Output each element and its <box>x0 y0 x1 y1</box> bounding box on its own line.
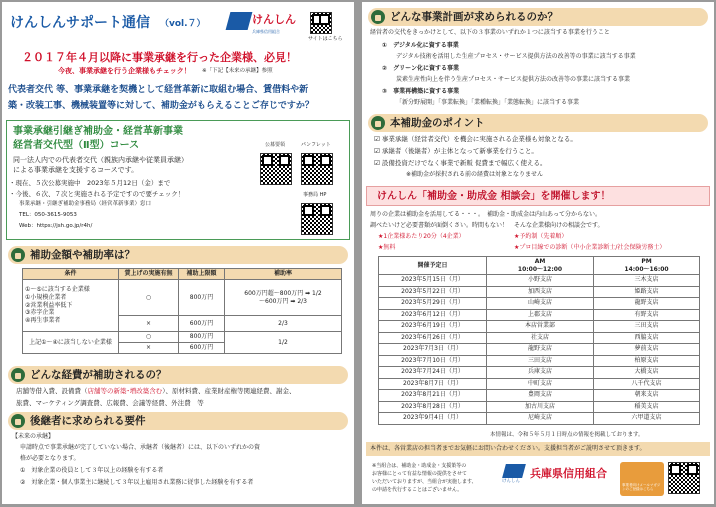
limit-2: 600万円 <box>179 316 225 332</box>
qr-office-label: 事務局 HP <box>303 192 327 198</box>
feature-expert: ★プロ目線での診断（中小企業診断士/社会保険労務士） <box>514 244 666 251</box>
schedule-pm-branch: 夢前支店 <box>594 344 700 356</box>
footnote-2: お客様にとって有益な情報の提供をさせて <box>372 471 467 477</box>
pamphlet-qr-code[interactable] <box>301 153 333 185</box>
section-plan-header: どんな事業計画が求められるのか？ <box>368 8 708 26</box>
schedule-row <box>379 298 700 310</box>
course-desc-2: による事業承継を支援するコースです。 <box>13 166 139 174</box>
th-limit: 補助上限額 <box>179 269 225 280</box>
schedule-date: 2023年5月15日（月） <box>379 275 487 287</box>
person-icon <box>371 116 385 130</box>
req-item-2: ② 対象企業・個人事業主に継続して３年以上雇用され業務に従事した経験を有する者 <box>20 479 254 486</box>
schedule-date: 2023年5月22日（月） <box>379 286 487 298</box>
contact-web: Web：https://jsh.go.jp/r4h/ <box>19 223 93 229</box>
schedule-pm-branch: 稲美支店 <box>594 401 700 413</box>
person-icon <box>11 368 25 382</box>
schedule-pm-branch: 柏原支店 <box>594 355 700 367</box>
org-name: 兵庫県信用組合 <box>530 467 607 480</box>
schedule-row <box>379 275 700 287</box>
contact-office: 事業承継・引継ぎ補助金事務局（経営革新事業）窓口 <box>19 201 152 207</box>
req-item-1: ① 対象企業の役員として３年以上の経験を有する者 <box>20 467 164 474</box>
th-am: AM 10:00～12:00 <box>487 257 594 275</box>
mail-magazine-qr-code[interactable] <box>668 462 700 494</box>
intro-line-1: 代表者交代 等、事業承継を契機として経営革新に取組む場合、賃借料や新 <box>8 85 309 95</box>
plan-item-2-desc: 炭素生産性向上を伴う生産プロセス・サービス提供方法の改善等の事業に該当する事業 <box>396 76 631 83</box>
course-desc-1: 同一法人内での代表者交代（親族内承継や従業員承継） <box>13 156 188 164</box>
course-title-2: 経営者交代型（Ⅱ型）コース <box>13 140 140 151</box>
person-icon <box>11 414 25 428</box>
plan-item-2: ② グリーン化に資する事業 <box>382 65 459 72</box>
schedule-am-branch: 加古川支店 <box>487 401 594 413</box>
cond-group-2: 上記①～④に該当しない企業様 <box>23 332 119 354</box>
schedule-row <box>379 332 700 344</box>
plan-intro: 経営者の交代をきっかけとして、以下の３事業のいずれか１つに該当する事業を行うこと <box>370 29 610 36</box>
intro-block <box>6 80 350 116</box>
cond-group-1: ①～⑤に該当する企業様 ①小規模企業者 ②営業利益率低下 ③赤字企業 ④再生事業者 <box>23 280 119 332</box>
rate-3: 1/2 <box>225 332 342 354</box>
schedule-date: 2023年8月21日（月） <box>379 390 487 402</box>
schedule-date: 2023年9月4日（月） <box>379 413 487 425</box>
person-icon <box>371 10 385 24</box>
limit-1: 800万円 <box>179 280 225 316</box>
expenses-line-2: 旅費、マーケティング調査費、広報費、会議等経費、外注費 等 <box>16 399 204 407</box>
schedule-am-branch: 兵庫支店 <box>487 367 594 379</box>
schedule-pm-branch: 八千代支店 <box>594 378 700 390</box>
schedule-pm-branch: 龍野支店 <box>594 298 700 310</box>
qr-pamphlet-label: パンフレット <box>301 142 331 148</box>
rate-2: 2/3 <box>225 316 342 332</box>
contact-tel: TEL：050-3615-9053 <box>19 212 77 218</box>
schedule-am-branch: 上郡支店 <box>487 309 594 321</box>
point-3: ☑ 設備投資だけでなく事業で新販 促費まで幅広く使える。 <box>374 159 547 167</box>
footer-logo-text: けんしん <box>502 479 520 484</box>
headline-note: ※「下記【未来の承継】参照 <box>202 68 273 74</box>
schedule-row <box>379 390 700 402</box>
schedule-table <box>378 256 700 425</box>
schedule-date: 2023年8月7日（月） <box>379 378 487 390</box>
logo-subtext: 兵庫県信用組合 <box>252 29 280 34</box>
logo-text: けんしん <box>252 13 296 26</box>
schedule-row <box>379 309 700 321</box>
footnote-1: ※当組合は、補助金・助成金・支援策等の <box>372 463 467 469</box>
consult-intro-2: 調べたいけど必要書類が面倒くさい。時間もない！ そんな企業様向けの相談会です。 <box>370 222 604 229</box>
plan-item-1: ① デジタル化に資する事業 <box>382 42 459 49</box>
wage-yes: ○ <box>119 280 179 316</box>
schedule-am-branch: 社支店 <box>487 332 594 344</box>
req-line-2: 格が必要となります。 <box>20 455 80 462</box>
schedule-date: 2023年7月10日（月） <box>379 355 487 367</box>
left-page <box>2 2 354 504</box>
limit-4: 600万円 <box>179 343 225 354</box>
office-qr-code[interactable] <box>301 203 333 235</box>
schedule-row <box>379 367 700 379</box>
schedule-pm-branch: 有野支店 <box>594 309 700 321</box>
kenshin-logo <box>228 10 296 40</box>
consultation-banner <box>366 186 710 206</box>
schedule-am-branch: 中町支店 <box>487 378 594 390</box>
qr-caption: サイトはこちら <box>308 36 343 42</box>
contact-bar <box>366 442 710 456</box>
rate-1: 600万円超～800万円 ➡ 1/2 ～600万円 ➡ 2/3 <box>225 280 342 316</box>
schedule-body <box>379 275 700 425</box>
feature-duration: ★1企業様あたり20分（4企業） <box>378 233 465 240</box>
schedule-am-branch: 小野支店 <box>487 275 594 287</box>
contact-text: 本件は、各営業店の担当者までお気軽にお問い合わせください。支援担当者がご説明させて頂きます。 <box>370 445 646 452</box>
th-rate: 補助率 <box>225 269 342 280</box>
banner-text: けんしん「補助金・助成金 相談会」を開催します！ <box>377 191 611 202</box>
schedule-row <box>379 355 700 367</box>
qr-guideline-label: 公募要領 <box>265 142 286 148</box>
schedule-date: 2023年7月3日（月） <box>379 344 487 356</box>
guideline-qr-code[interactable] <box>260 153 292 185</box>
schedule-row <box>379 378 700 390</box>
schedule-am-branch: 三田支店 <box>487 355 594 367</box>
schedule-pm-branch: 西脇支店 <box>594 332 700 344</box>
schedule-date: 2023年6月19日（月） <box>379 321 487 333</box>
logo-mark-icon <box>226 12 253 30</box>
schedule-row <box>379 321 700 333</box>
footnote-4: の申請を代行することはございません。 <box>372 487 463 493</box>
mail-magazine-badge[interactable]: 事業者向けメールマガジンのご登録はこちら <box>620 462 664 496</box>
schedule-pm-branch: 六甲道支店 <box>594 413 700 425</box>
footnote-3: いただいておりますが、当組合が実施します、 <box>372 479 477 485</box>
expenses-line-1: 店舗等借入費、設備費（店舗等の新築･増改築含む）、原材料費、産業財産権等関連経費、謝金、 <box>16 387 296 395</box>
subsidy-course-box <box>6 120 350 240</box>
feature-reservation: ★予約制（先着順） <box>514 233 568 240</box>
point-1: ☑ 事業承継（経営者交代）を機会に実施される企業様も対象となる。 <box>374 135 577 143</box>
schedule-row <box>379 401 700 413</box>
schedule-pm-branch: 朝来支店 <box>594 390 700 402</box>
plan-item-1-desc: デジタル技術を活用した生産プロセス・サービス提供方法の改善等の事業に該当する事業 <box>396 53 636 60</box>
th-date: 開催予定日 <box>379 257 487 275</box>
schedule-pm-branch: 三田支店 <box>594 321 700 333</box>
schedule-date: 2023年6月12日（月） <box>379 309 487 321</box>
th-condition: 条件 <box>23 269 119 280</box>
schedule-am-branch: 尼崎支店 <box>487 413 594 425</box>
person-icon <box>11 248 25 262</box>
section-requirements-header: 後継者に求められる要件 <box>8 412 348 430</box>
schedule-pm-branch: 三木支店 <box>594 275 700 287</box>
th-pm: PM 14:00～16:00 <box>594 257 700 275</box>
schedule-row <box>379 286 700 298</box>
consult-intro-1: 周りの企業は補助金を活用してる・・・。 補助金・助成金は内山あって分からない。 <box>370 211 601 218</box>
newsletter-title: けんしんサポート通信 <box>10 15 150 31</box>
plan-item-3-desc: 「新分野展開」「事業転換」「業種転換」「業態転換」に該当する事業 <box>396 99 580 106</box>
schedule-am-branch: 山崎支店 <box>487 298 594 310</box>
schedule-am-branch: 豊岡支店 <box>487 390 594 402</box>
schedule-pm-branch: 姫路支店 <box>594 286 700 298</box>
subsidy-rate-table: 条件 賃上げの実施有無 補助上限額 補助率 ①～⑤に該当する企業様 ①小規模企業者 ②営業利益率低下 ③赤字企業 ④再生事業者 ○ 800万円 600万円超～800万円 ➡ 1/2 ～600万円 ➡ 2/3 × 600万円 2/3 上記①～④に該当しない企業様 ○ 800万円 1/2 × 600万円 <box>22 268 342 354</box>
feature-free: ★無料 <box>378 244 396 251</box>
req-line-1: 申請時点で事業承継が完了していない場合、承継者（後継者）には、以下のいずれかの資 <box>20 444 261 451</box>
wage-no: × <box>119 316 179 332</box>
point-2: ☑ 承継者（後継者）が主体となって新事業を行うこと。 <box>374 147 538 155</box>
schedule-date: 2023年8月28日（月） <box>379 401 487 413</box>
schedule-date: 2023年7月24日（月） <box>379 367 487 379</box>
schedule-am-branch: 加西支店 <box>487 286 594 298</box>
plan-item-3: ③ 事業再構築に資する事業 <box>382 88 460 95</box>
schedule-date: 2023年6月26日（月） <box>379 332 487 344</box>
limit-3: 800万円 <box>179 332 225 343</box>
course-title-1: 事業承継引継ぎ補助金・経営革新事業 <box>13 126 183 137</box>
right-page <box>362 2 714 504</box>
schedule-pm-branch: 大橋支店 <box>594 367 700 379</box>
volume-label: （vol.７） <box>160 19 206 29</box>
schedule-row <box>379 344 700 356</box>
bullet-upcoming: ・今後、６次、７次と実施される予定ですので要チェック！ <box>9 190 185 198</box>
schedule-am-branch: 龍野支店 <box>487 344 594 356</box>
logo-mark-icon <box>502 464 526 478</box>
site-qr-code[interactable] <box>310 12 332 34</box>
section-amount-header: 補助金額や補助率は？ <box>8 246 348 264</box>
footer-logo <box>502 462 526 486</box>
section-points-header: 本補助金のポイント <box>368 114 708 132</box>
schedule-date: 2023年5月29日（月） <box>379 298 487 310</box>
headline: ２０１７年４月以降に事業承継を行った企業様、必見！ <box>22 51 297 64</box>
points-note: ※補助金が採択される前の経費は対象となりません <box>406 171 544 178</box>
schedule-row <box>379 413 700 425</box>
bullet-current: ・現在、５次公募実施中 2023年５月12日（金）まで <box>9 179 171 187</box>
schedule-note: 本情報は、令和５年５月１日時点の情報を掲載しております。 <box>490 432 644 438</box>
intro-line-2: 築・改装工事、機械装置等に対して、補助金がもらえることご存じですか？ <box>8 101 314 111</box>
req-title: 【未来の承継】 <box>12 433 55 440</box>
schedule-am-branch: 本店営業部 <box>487 321 594 333</box>
section-expenses-header: どんな経費が補助されるの？ <box>8 366 348 384</box>
th-wage: 賃上げの実施有無 <box>119 269 179 280</box>
headline-sub: 今夜、事業承継を行う企業様もチェック！ <box>58 67 191 75</box>
